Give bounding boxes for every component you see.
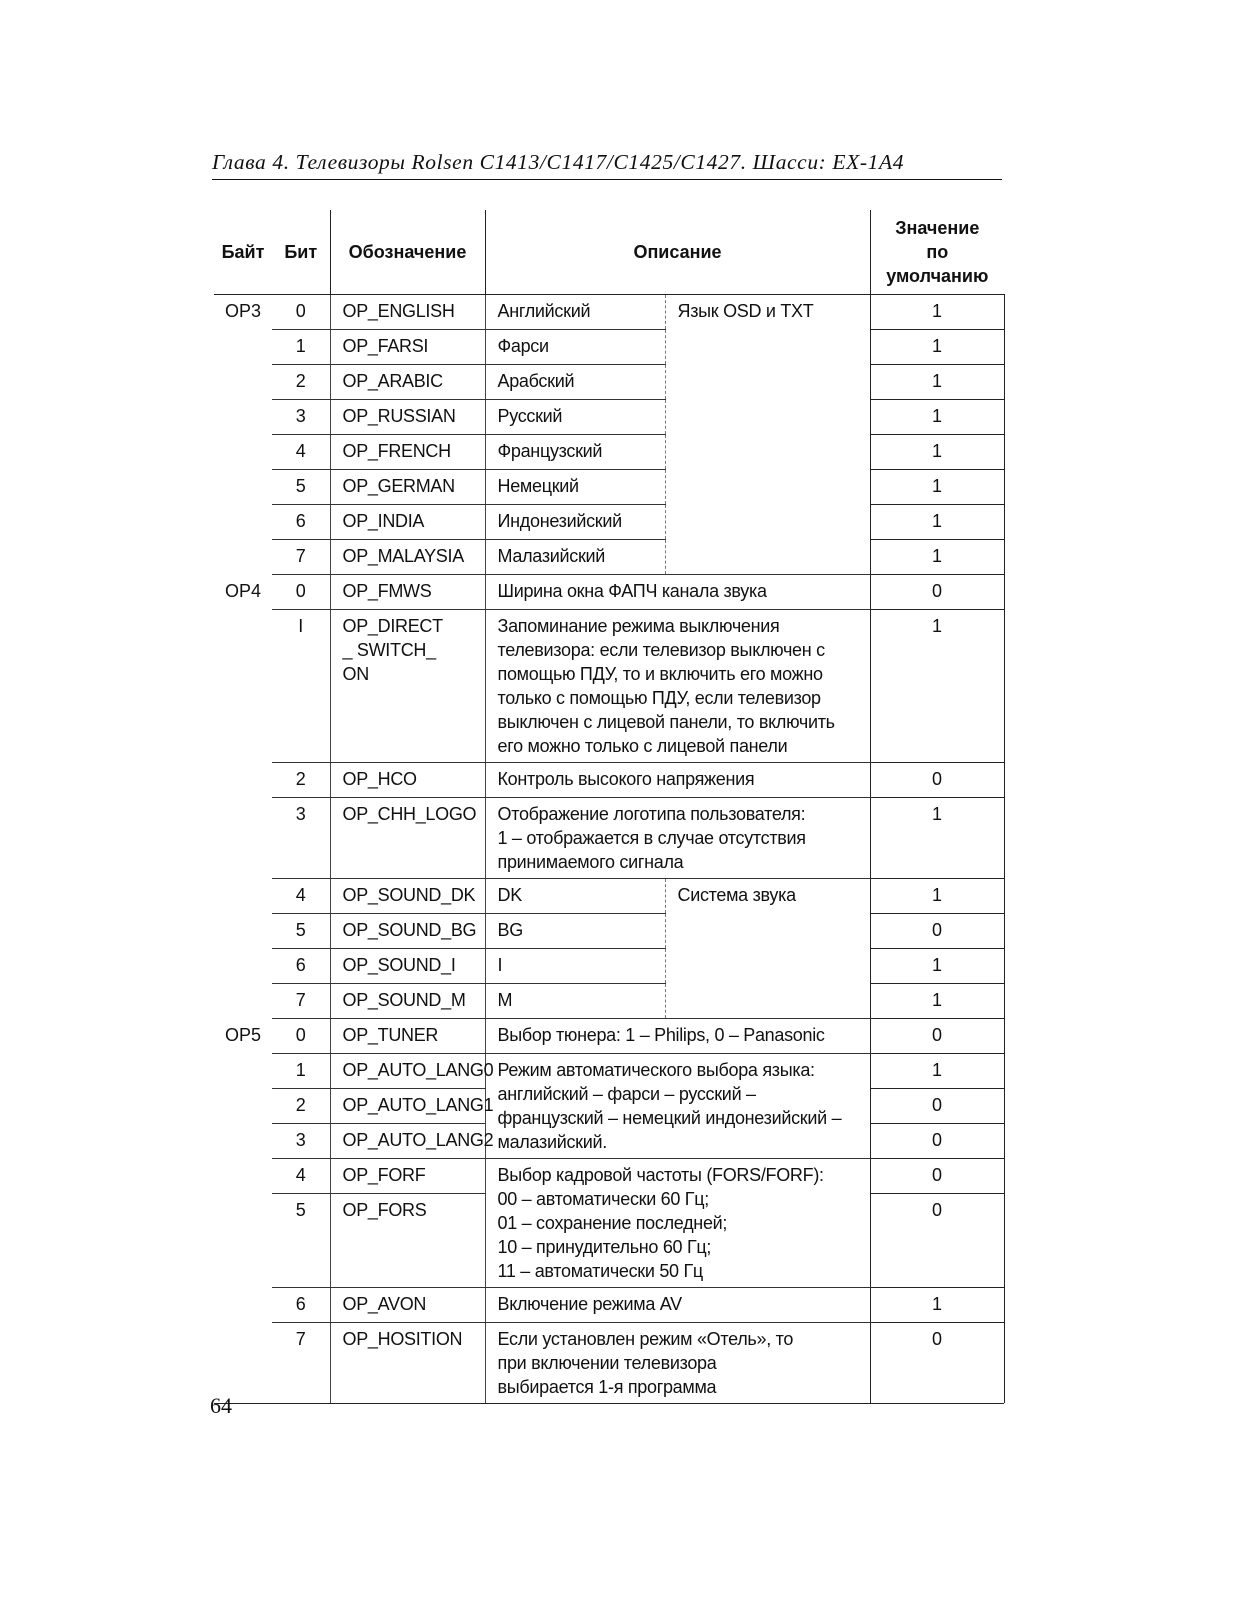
bit-cell: 2 [272, 365, 330, 400]
bit-cell: I [272, 610, 330, 763]
bit-cell: 4 [272, 1159, 330, 1194]
code-cell: OP_MALAYSIA [330, 540, 485, 575]
table-row [214, 330, 1004, 365]
col-header-code: Обозначение [330, 210, 485, 295]
desc-line: 10 – принудительно 60 Гц; [497, 1237, 712, 1257]
default-cell: 1 [870, 949, 1004, 984]
running-head: Глава 4. Телевизоры Rolsen C1413/C1417/C1425/C1427. Шасси: EX-1A4 [212, 150, 905, 174]
byte-cell [214, 798, 272, 879]
desc-cell: Включение режима AV [485, 1288, 870, 1323]
bit-cell: 3 [272, 1124, 330, 1159]
default-cell: 1 [870, 540, 1004, 575]
table-row [214, 540, 1004, 575]
bit-cell: 5 [272, 1194, 330, 1288]
code-cell: OP_FORS [330, 1194, 485, 1288]
table-row [214, 763, 1004, 798]
byte-cell: OP3 [224, 301, 262, 321]
bit-cell: 4 [272, 879, 330, 914]
default-cell: 1 [870, 365, 1004, 400]
table-row [214, 949, 1004, 984]
default-cell: 1 [870, 400, 1004, 435]
col-header-default [870, 210, 1004, 295]
desc-cell: I [485, 949, 665, 984]
default-cell: 1 [870, 505, 1004, 540]
default-cell: 1 [870, 435, 1004, 470]
default-cell: 1 [870, 330, 1004, 365]
bit-cell: 5 [272, 470, 330, 505]
code-cell: OP_AVON [330, 1288, 485, 1323]
byte-cell [214, 1159, 272, 1194]
bit-cell: 6 [272, 949, 330, 984]
bit-cell: 6 [272, 1288, 330, 1323]
desc-cell: Немецкий [485, 470, 665, 505]
bit-cell: 2 [272, 1089, 330, 1124]
desc-line: 01 – сохранение последней; [497, 1213, 728, 1233]
bit-cell: 2 [272, 763, 330, 798]
col-header-description: Описание [485, 210, 870, 295]
desc-cell: Ширина окна ФАПЧ канала звука [485, 575, 870, 610]
byte-cell [214, 540, 272, 575]
bit-cell: 1 [272, 330, 330, 365]
byte-cell [214, 1089, 272, 1124]
byte-cell [214, 984, 272, 1019]
byte-cell [214, 763, 272, 798]
byte-cell [214, 470, 272, 505]
default-cell: 1 [870, 984, 1004, 1019]
default-cell: 1 [870, 1288, 1004, 1323]
byte-cell [214, 914, 272, 949]
code-cell: OP_CHH_LOGO [330, 798, 485, 879]
default-cell: 1 [870, 798, 1004, 879]
byte-cell [214, 330, 272, 365]
byte-cell [214, 949, 272, 984]
desc-cell: Французский [485, 435, 665, 470]
code-cell: OP_SOUND_M [330, 984, 485, 1019]
default-cell: 0 [870, 1323, 1004, 1404]
bit-cell: 1 [272, 1054, 330, 1089]
desc-line: 11 – автоматически 50 Гц [497, 1261, 703, 1281]
page-number: 64 [210, 1393, 232, 1418]
default-cell: 0 [870, 1089, 1004, 1124]
code-cell: OP_FORF [330, 1159, 485, 1194]
code-cell: OP_ENGLISH [330, 295, 485, 330]
default-cell: 1 [870, 879, 1004, 914]
code-cell: OP_FRENCH [330, 435, 485, 470]
bit-cell: 7 [295, 1329, 306, 1349]
header-rule [212, 179, 1002, 180]
desc-cell: Контроль высокого напряжения [485, 763, 870, 798]
table-row [214, 1288, 1004, 1323]
byte-cell [214, 505, 272, 540]
byte-cell [214, 1288, 272, 1323]
table-row [214, 1323, 1004, 1404]
table-row [214, 575, 1004, 610]
col-header-default-line1: Значение [895, 218, 980, 238]
bit-cell: 0 [272, 575, 330, 610]
table-row [214, 798, 1004, 879]
bit-cell: 3 [272, 798, 330, 879]
desc-cell: Если установлен режим «Отель», то при включении телевизора выбирается 1-я программа [485, 1323, 870, 1404]
group-cell-osd-language: Язык OSD и TXT [665, 295, 870, 575]
table-row [214, 610, 1004, 763]
default-cell: 0 [870, 1159, 1004, 1194]
table-row [214, 470, 1004, 505]
group-cell-sound-system: Система звука [665, 879, 870, 1019]
code-cell: OP_ARABIC [330, 365, 485, 400]
desc-line: 00 – автоматически 60 Гц; [497, 1189, 709, 1209]
default-cell: 1 [870, 1054, 1004, 1089]
byte-cell [214, 435, 272, 470]
default-cell: 1 [870, 295, 1004, 330]
code-cell: OP_HOSITION [330, 1323, 485, 1404]
desc-cell: Арабский [485, 365, 665, 400]
byte-cell [214, 1054, 272, 1089]
table-row [214, 1019, 1004, 1054]
col-header-byte: Байт [214, 210, 272, 295]
bit-cell: 5 [272, 914, 330, 949]
byte-cell: OP4 [224, 580, 262, 601]
code-cell: OP_AUTO_LANG2 [330, 1124, 485, 1159]
desc-line: Выбор кадровой частоты (FORS/FORF): [497, 1165, 824, 1185]
bit-cell: 6 [272, 505, 330, 540]
desc-cell: Выбор тюнера: 1 – Philips, 0 – Panasonic [485, 1019, 870, 1054]
code-cell: OP_FARSI [330, 330, 485, 365]
bit-cell: 7 [272, 984, 330, 1019]
byte-cell [214, 400, 272, 435]
default-cell: 0 [870, 763, 1004, 798]
table-row [214, 295, 1004, 330]
byte-cell [214, 1279, 272, 1287]
code-cell: OP_RUSSIAN [330, 400, 485, 435]
default-cell: 0 [870, 575, 1004, 610]
bit-cell: 3 [272, 400, 330, 435]
table-row [214, 1159, 1004, 1194]
default-cell: 0 [870, 1124, 1004, 1159]
col-header-default-line2: по [926, 242, 949, 262]
bit-cell: 0 [272, 295, 330, 330]
code-cell: OP_SOUND_I [330, 949, 485, 984]
byte-cell [214, 1194, 272, 1263]
desc-cell: Фарси [485, 330, 665, 365]
byte-cell [214, 879, 272, 914]
default-cell: 0 [870, 1194, 1004, 1288]
table-row [214, 914, 1004, 949]
code-cell: OP_AUTO_LANG0 [330, 1054, 485, 1089]
code-cell: OP_FMWS [330, 575, 485, 610]
col-header-bit: Бит [272, 210, 330, 295]
code-cell: OP_TUNER [330, 1019, 485, 1054]
desc-cell: Отображение логотипа пользователя: 1 – отображается в случае отсутствия принимаемого сигнала [485, 798, 870, 879]
table-row [214, 400, 1004, 435]
byte-cell [214, 610, 272, 763]
byte-cell [214, 365, 272, 400]
bit-cell: 4 [272, 435, 330, 470]
default-cell: 1 [870, 470, 1004, 505]
code-cell: OP_SOUND_DK [330, 879, 485, 914]
desc-cell: Запоминание режима выключения телевизора: если телевизор выключен с помощью ПДУ, то и включить его можно только с помощью ПДУ, если телевизор выключен с лицевой панели, то включить его можно только с лицевой панели [485, 610, 870, 763]
col-header-default-line3: умолчанию [886, 266, 989, 286]
desc-cell: Русский [485, 400, 665, 435]
bit-cell: 0 [272, 1019, 330, 1054]
table-row [214, 505, 1004, 540]
byte-cell: OP5 [224, 1024, 262, 1045]
desc-cell: M [485, 984, 665, 1019]
desc-cell: BG [485, 914, 665, 949]
table-bottom-rule [214, 1403, 1004, 1404]
bit-cell: 7 [272, 540, 330, 575]
desc-cell: Режим автоматического выбора языка: английский – фарси – русский – французский – немецкий индонезийский – малазийский. [485, 1054, 870, 1159]
desc-cell: Индонезийский [485, 505, 665, 540]
desc-cell [485, 1159, 870, 1288]
code-cell: OP_DIRECT_ SWITCH_ON [330, 610, 485, 763]
code-cell: OP_HCO [330, 763, 485, 798]
option-bits-table [214, 210, 1005, 1403]
byte-cell [214, 1263, 272, 1271]
byte-cell [214, 1271, 272, 1279]
table-header-row [214, 210, 1004, 295]
code-cell: OP_AUTO_LANG1 [330, 1089, 485, 1124]
table-row [214, 879, 1004, 914]
table-row [214, 1054, 1004, 1089]
default-cell: 1 [870, 610, 1004, 763]
options-table [214, 210, 1004, 1403]
byte-cell [214, 1124, 272, 1159]
default-cell: 0 [870, 1019, 1004, 1054]
byte-cell [214, 1323, 272, 1404]
desc-cell: Малазийский [485, 540, 665, 575]
table-row [214, 435, 1004, 470]
default-cell: 0 [870, 914, 1004, 949]
code-cell: OP_SOUND_BG [330, 914, 485, 949]
table-row [214, 984, 1004, 1019]
desc-cell: DK [485, 879, 665, 914]
code-cell: OP_GERMAN [330, 470, 485, 505]
table-row [214, 365, 1004, 400]
desc-cell: Английский [485, 295, 665, 330]
code-cell: OP_INDIA [330, 505, 485, 540]
